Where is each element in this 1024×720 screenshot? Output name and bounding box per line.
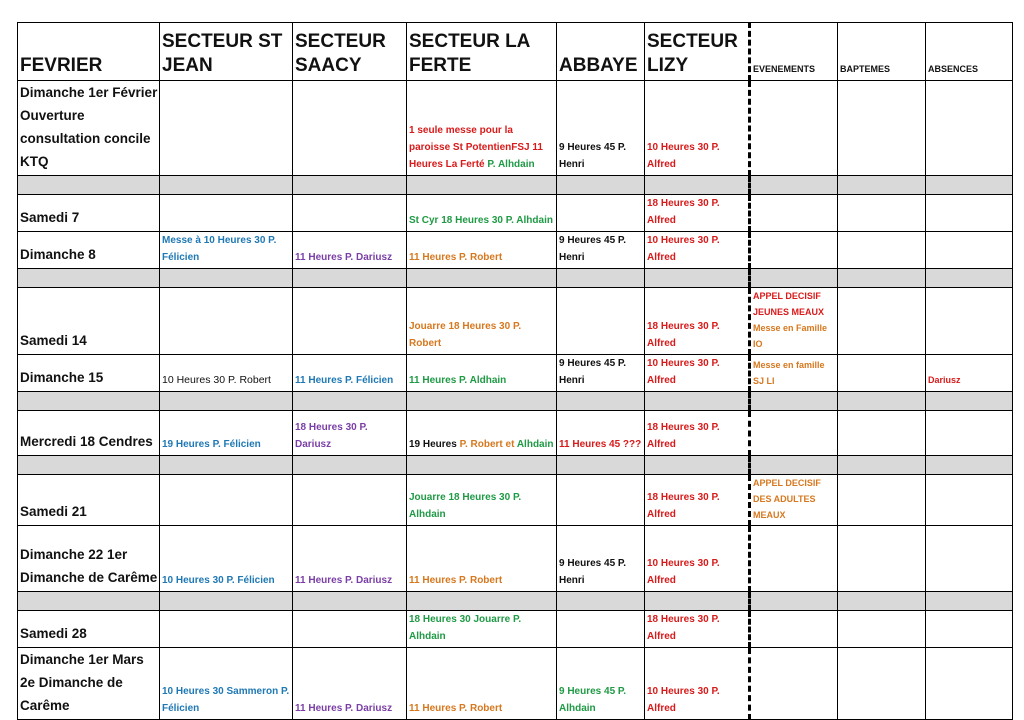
lizy-cell: 18 Heures 30 P. Alfred [645, 475, 750, 526]
date-cell: Samedi 21 [18, 475, 160, 526]
baptemes-cell [838, 411, 926, 456]
st-jean-cell [160, 611, 293, 648]
la-ferte-cell: 11 Heures P. Robert [407, 648, 557, 720]
event-appel-jeunes: APPEL DECISIF JEUNES MEAUX [753, 291, 825, 317]
header-absences: ABSENCES [926, 23, 1013, 81]
saacy-cell: 18 Heures 30 P. Dariusz [293, 411, 407, 456]
la-ferte-cell [407, 411, 557, 456]
date-cell: Samedi 14 [18, 288, 160, 355]
abbaye-cell: 11 Heures 45 ??? [557, 411, 645, 456]
evenements-cell [750, 411, 838, 456]
absences-cell [926, 611, 1013, 648]
st-jean-cell: Messe à 10 Heures 30 P. Félicien [160, 232, 293, 269]
absences-cell [926, 81, 1013, 176]
lizy-cell: 10 Heures 30 P. Alfred [645, 232, 750, 269]
absences-cell [926, 411, 1013, 456]
date-cell: Dimanche 1er Mars 2e Dimanche de Carême [18, 648, 160, 720]
st-jean-cell [160, 81, 293, 176]
saacy-cell: 11 Heures P. Dariusz [293, 232, 407, 269]
table-row [18, 288, 1013, 355]
evenements-cell: Messe en famille SJ LI [750, 355, 838, 392]
table-row [18, 195, 1013, 232]
header-evenements: EVENEMENTS [750, 23, 838, 81]
lizy-cell: 10 Heures 30 P. Alfred [645, 648, 750, 720]
la-ferte-cell: St Cyr 18 Heures 30 P. Alhdain [407, 195, 557, 232]
absences-cell [926, 195, 1013, 232]
table-row [18, 648, 1013, 720]
abbaye-cell [557, 611, 645, 648]
header-la-ferte: SECTEUR LA FERTE [407, 23, 557, 81]
abbaye-cell: 9 Heures 45 P. Henri [557, 355, 645, 392]
abbaye-cell [557, 475, 645, 526]
la-ferte-cell: 11 Heures P. Robert [407, 526, 557, 592]
saacy-cell [293, 195, 407, 232]
evenements-cell [750, 232, 838, 269]
header-lizy: SECTEUR LIZY [645, 23, 750, 81]
saacy-cell [293, 611, 407, 648]
saacy-cell: 11 Heures P. Dariusz [293, 526, 407, 592]
lizy-cell: 10 Heures 30 P. Alfred [645, 81, 750, 176]
evenements-cell: APPEL DECISIF DES ADULTES MEAUX [750, 475, 838, 526]
la-ferte-priest: P. Alhdain [484, 159, 535, 170]
separator-row [18, 392, 1013, 411]
table-row [18, 475, 1013, 526]
evenements-cell [750, 195, 838, 232]
baptemes-cell [838, 648, 926, 720]
header-baptemes: BAPTEMES [838, 23, 926, 81]
separator-row [18, 456, 1013, 475]
date-cell: Dimanche 1er Février Ouverture consultation concile KTQ [18, 81, 160, 176]
header-month: FEVRIER [18, 23, 160, 81]
lizy-cell: 10 Heures 30 P. Alfred [645, 355, 750, 392]
separator-row [18, 176, 1013, 195]
la-ferte-priest-robert: P. Robert et [456, 439, 515, 450]
absences-cell [926, 475, 1013, 526]
baptemes-cell [838, 81, 926, 176]
la-ferte-cell [407, 81, 557, 176]
header-row [18, 23, 1013, 81]
la-ferte-time: 19 Heures [409, 439, 457, 450]
baptemes-cell [838, 526, 926, 592]
event-messe-famille: Messe en Famille IO [753, 323, 828, 349]
date-cell: Dimanche 22 1er Dimanche de Carême [18, 526, 160, 592]
date-cell: Mercredi 18 Cendres [18, 411, 160, 456]
lizy-cell: 18 Heures 30 P. Alfred [645, 288, 750, 355]
date-cell: Dimanche 8 [18, 232, 160, 269]
abbaye-cell: 9 Heures 45 P. Henri [557, 81, 645, 176]
la-ferte-cell: 11 Heures P. Robert [407, 232, 557, 269]
lizy-cell: 10 Heures 30 P. Alfred [645, 526, 750, 592]
absences-cell [926, 526, 1013, 592]
evenements-cell [750, 611, 838, 648]
date-cell: Samedi 7 [18, 195, 160, 232]
saacy-cell: 11 Heures P. Félicien [293, 355, 407, 392]
table-row [18, 81, 1013, 176]
date-cell: Samedi 28 [18, 611, 160, 648]
header-st-jean: SECTEUR ST JEAN [160, 23, 293, 81]
abbaye-cell: 9 Heures 45 P. Henri [557, 526, 645, 592]
saacy-cell [293, 81, 407, 176]
abbaye-cell [557, 195, 645, 232]
lizy-cell: 18 Heures 30 P. Alfred [645, 611, 750, 648]
la-ferte-cell: 11 Heures P. Aldhain [407, 355, 557, 392]
st-jean-cell: 10 Heures 30 P. Robert [160, 355, 293, 392]
evenements-cell [750, 288, 838, 355]
header-saacy: SECTEUR SAACY [293, 23, 407, 81]
lizy-cell: 18 Heures 30 P. Alfred [645, 411, 750, 456]
separator-row [18, 269, 1013, 288]
table-row [18, 526, 1013, 592]
st-jean-cell: 19 Heures P. Félicien [160, 411, 293, 456]
baptemes-cell [838, 195, 926, 232]
la-ferte-priest-alhdain: Alhdain [514, 439, 554, 450]
la-ferte-cell: Jouarre 18 Heures 30 P. Robert [407, 288, 557, 355]
abbaye-cell: 9 Heures 45 P. Alhdain [557, 648, 645, 720]
absences-cell [926, 648, 1013, 720]
st-jean-cell: 10 Heures 30 Sammeron P. Félicien [160, 648, 293, 720]
absences-cell: Dariusz [926, 355, 1013, 392]
saacy-cell [293, 288, 407, 355]
abbaye-cell: 9 Heures 45 P. Henri [557, 232, 645, 269]
saacy-cell [293, 475, 407, 526]
separator-row [18, 592, 1013, 611]
absences-cell [926, 288, 1013, 355]
st-jean-cell [160, 475, 293, 526]
st-jean-cell: 10 Heures 30 P. Félicien [160, 526, 293, 592]
baptemes-cell [838, 232, 926, 269]
absences-cell [926, 232, 1013, 269]
evenements-cell [750, 81, 838, 176]
st-jean-cell [160, 195, 293, 232]
baptemes-cell [838, 611, 926, 648]
table-row [18, 411, 1013, 456]
saacy-cell: 11 Heures P. Dariusz [293, 648, 407, 720]
header-abbaye: ABBAYE [557, 23, 645, 81]
table-row [18, 355, 1013, 392]
table-row [18, 232, 1013, 269]
schedule-table [17, 22, 1013, 720]
abbaye-cell [557, 288, 645, 355]
la-ferte-cell: 18 Heures 30 Jouarre P. Alhdain [407, 611, 557, 648]
la-ferte-text: 1 seule messe pour la paroisse St PotentienFSJ 11 Heures La Ferté [409, 125, 543, 170]
table-row [18, 611, 1013, 648]
date-cell: Dimanche 15 [18, 355, 160, 392]
baptemes-cell [838, 475, 926, 526]
baptemes-cell [838, 288, 926, 355]
lizy-cell: 18 Heures 30 P. Alfred [645, 195, 750, 232]
baptemes-cell [838, 355, 926, 392]
evenements-cell [750, 526, 838, 592]
st-jean-cell [160, 288, 293, 355]
evenements-cell [750, 648, 838, 720]
la-ferte-cell: Jouarre 18 Heures 30 P. Alhdain [407, 475, 557, 526]
